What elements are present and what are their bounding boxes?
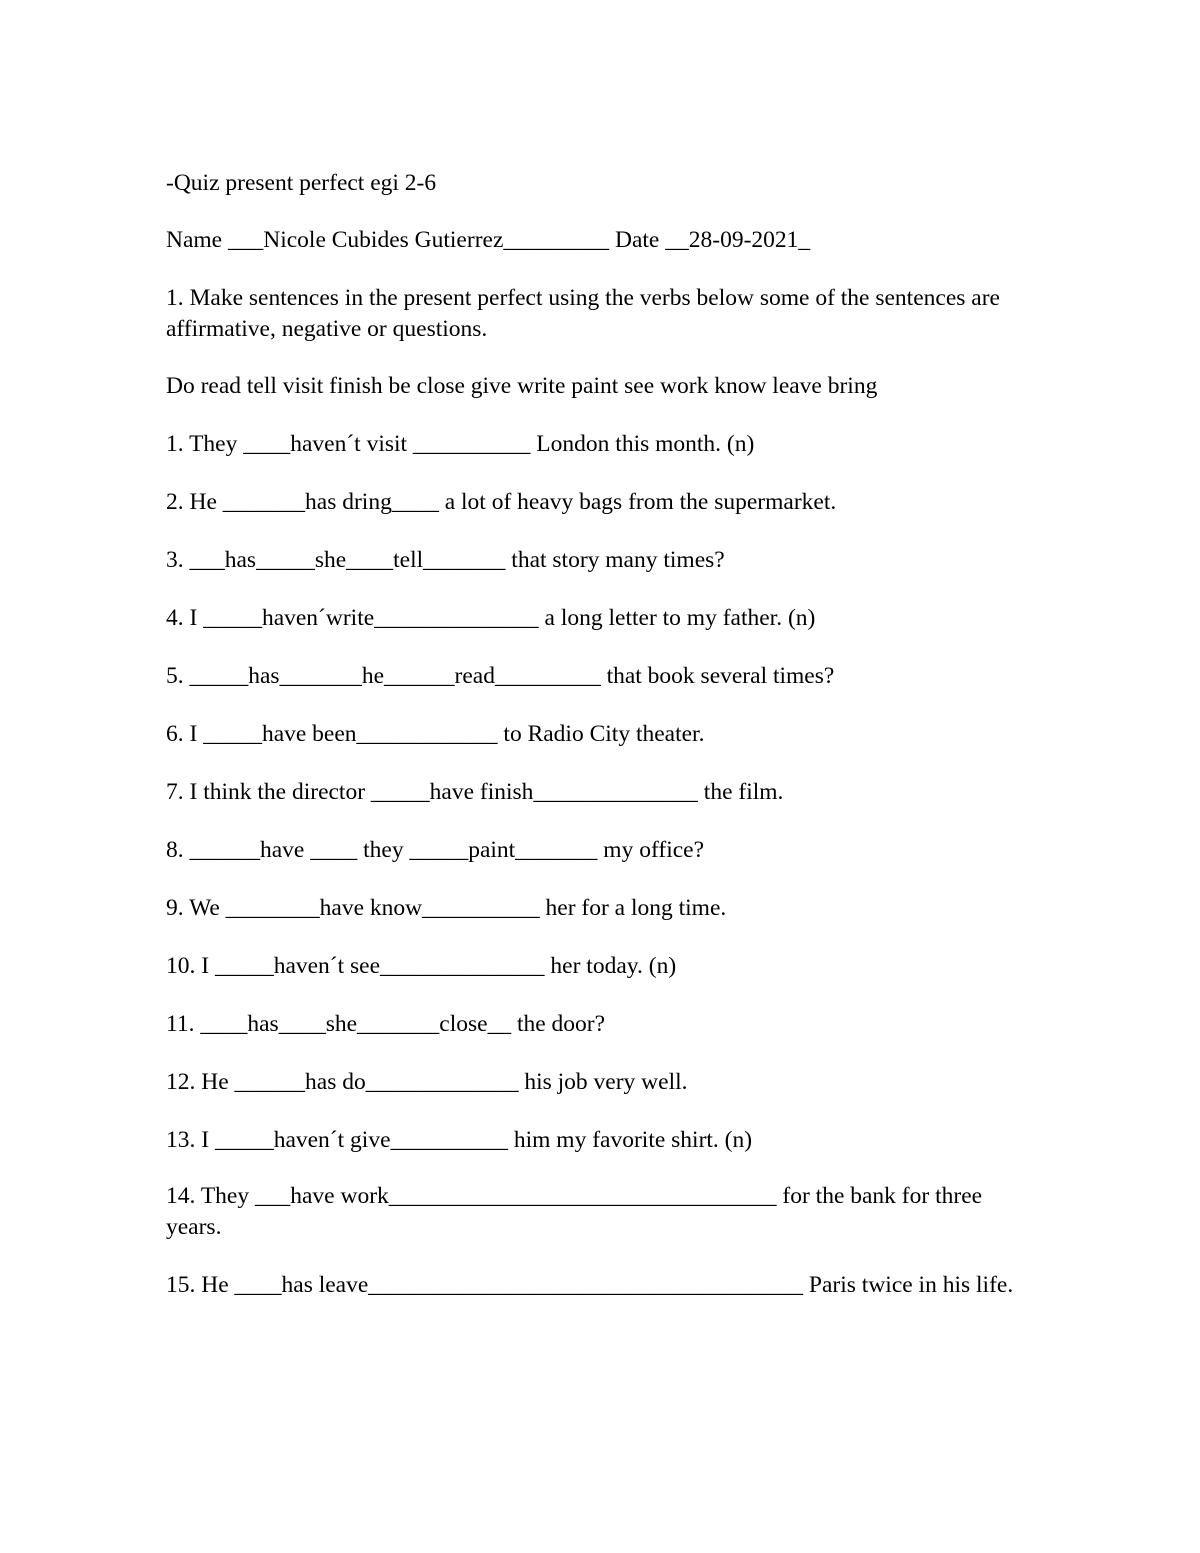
quiz-item-1: 1. They ____haven´t visit __________ London this month. (n) <box>166 431 755 457</box>
quiz-item-9: 9. We ________have know__________ her for a long time. <box>166 895 727 921</box>
quiz-item-10: 10. I _____haven´t see______________ her today. (n) <box>166 953 677 979</box>
quiz-title: -Quiz present perfect egi 2-6 <box>166 170 437 196</box>
quiz-item-13: 13. I _____haven´t give__________ him my favorite shirt. (n) <box>166 1127 753 1153</box>
quiz-item-3: 3. ___has_____she____tell_______ that story many times? <box>166 547 725 573</box>
quiz-item-7: 7. I think the director _____have finish______________ the film. <box>166 779 784 805</box>
name-date-line: Name ___Nicole Cubides Gutierrez_________ Date __28-09-2021_ <box>166 227 811 253</box>
quiz-item-11: 11. ____has____she_______close__ the door? <box>166 1011 606 1037</box>
instruction-text: 1. Make sentences in the present perfect using the verbs below some of the sentences are affirmative, negative or questions. <box>166 285 1000 342</box>
quiz-item-2: 2. He _______has dring____ a lot of heavy bags from the supermarket. <box>166 489 837 515</box>
quiz-item-4: 4. I _____haven´write______________ a long letter to my father. (n) <box>166 605 816 631</box>
quiz-item-12: 12. He ______has do_____________ his job very well. <box>166 1069 688 1095</box>
quiz-item-5: 5. _____has_______he______read_________ that book several times? <box>166 663 835 689</box>
quiz-item-8: 8. ______have ____ they _____paint_______ my office? <box>166 837 705 863</box>
quiz-item-14: 14. They ___have work_________________________________ for the bank for three years. <box>166 1183 983 1240</box>
quiz-item-6: 6. I _____have been____________ to Radio City theater. <box>166 721 705 747</box>
quiz-item-15: 15. He ____has leave_____________________________________ Paris twice in his life. <box>166 1272 1014 1298</box>
verb-list: Do read tell visit finish be close give write paint see work know leave bring <box>166 373 878 399</box>
